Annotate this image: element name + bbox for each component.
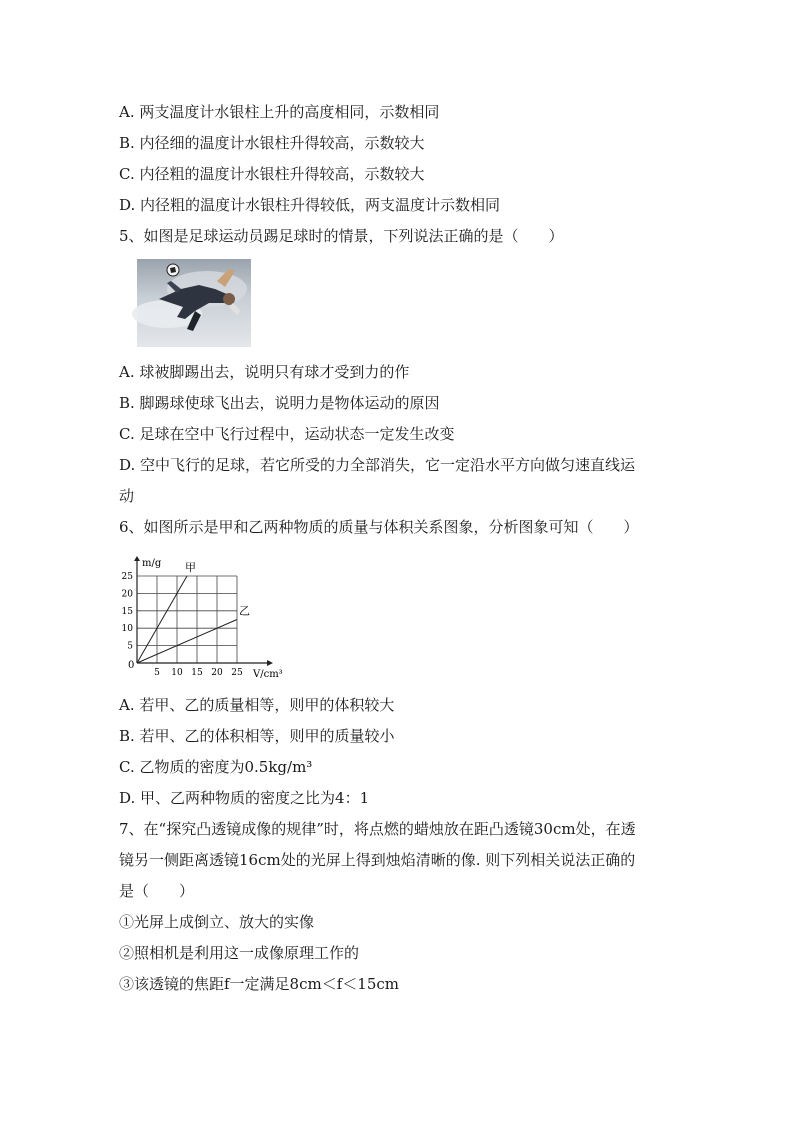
- q6-option-c: C. 乙物质的密度为0.5kg/m³: [119, 758, 313, 776]
- football-player-photo: [137, 259, 251, 347]
- origin-label: 0: [128, 660, 135, 671]
- q6-stem: 6、如图所示是甲和乙两种物质的质量与体积关系图象，分析图象可知（ ）: [119, 518, 639, 536]
- series-label-jia: 甲: [185, 561, 196, 574]
- series-label-yi: 乙: [239, 604, 250, 618]
- y-tick-label: 20: [121, 589, 133, 600]
- y-tick-label: 25: [121, 572, 133, 582]
- q5-option-a: A. 球被脚踢出去，说明只有球才受到力的作: [119, 363, 410, 381]
- q5-option-d-line1: D. 空中飞行的足球，若它所受的力全部消失，它一定沿水平方向做匀速直线运: [119, 456, 636, 474]
- q5-option-c: C. 足球在空中飞行过程中，运动状态一定发生改变: [119, 425, 455, 443]
- mass-volume-chart: [117, 556, 283, 685]
- chart-grid: [137, 576, 237, 663]
- x-tick-label: 15: [191, 668, 203, 678]
- x-tick-label: 10: [171, 668, 183, 678]
- series-line-jia: [137, 576, 187, 663]
- q4-option-a: A. 两支温度计水银柱上升的高度相同，示数相同: [119, 103, 440, 121]
- y-tick-label: 15: [121, 606, 133, 617]
- q7-stem-line2: 镜另一侧距离透镜16cm处的光屏上得到烛焰清晰的像. 则下列相关说法正确的: [119, 851, 636, 869]
- q4-option-c: C. 内径粗的温度计水银柱升得较高，示数较大: [119, 165, 425, 183]
- q6-option-a: A. 若甲、乙的质量相等，则甲的体积较大: [119, 696, 395, 714]
- x-tick-label: 20: [211, 668, 223, 678]
- q4-option-d: D. 内径粗的温度计水银柱升得较低，两支温度计示数相同: [119, 196, 501, 214]
- q6-option-b: B. 若甲、乙的体积相等，则甲的质量较小: [119, 727, 395, 745]
- y-tick-label: 10: [121, 624, 133, 635]
- q7-stem-line1: 7、在“探究凸透镜成像的规律”时，将点燃的蜡烛放在距凸透镜30cm处，在透: [119, 820, 636, 838]
- q7-option-3: ③该透镜的焦距f一定满足8cm＜f＜15cm: [119, 975, 399, 993]
- q4-option-b: B. 内径细的温度计水银柱升得较高，示数较大: [119, 134, 425, 152]
- q5-option-d-line2: 动: [119, 487, 135, 505]
- x-axis-label: V/cm³: [253, 669, 283, 680]
- series-line-yi: [137, 620, 237, 664]
- football-kick-illustration: [137, 259, 251, 347]
- q6-option-d: D. 甲、乙两种物质的密度之比为4：1: [119, 789, 370, 807]
- chart-series: [137, 576, 237, 663]
- y-axis-arrow: [134, 556, 140, 561]
- y-axis-label: m/g: [142, 558, 162, 569]
- q7-option-2: ②照相机是利用这一成像原理工作的: [119, 944, 360, 962]
- x-axis-arrow: [267, 660, 273, 666]
- q7-option-1: ①光屏上成倒立、放大的实像: [119, 913, 315, 931]
- x-tick-label: 25: [231, 668, 243, 678]
- x-tick-label: 5: [154, 668, 160, 678]
- q5-stem: 5、如图是足球运动员踢足球时的情景，下列说法正确的是（ ）: [119, 227, 564, 245]
- q7-stem-line3: 是（ ）: [119, 882, 195, 900]
- y-tick-label: 5: [127, 641, 133, 652]
- q5-option-b: B. 脚踢球使球飞出去，说明力是物体运动的原因: [119, 394, 440, 412]
- mass-volume-chart-svg: [117, 556, 283, 681]
